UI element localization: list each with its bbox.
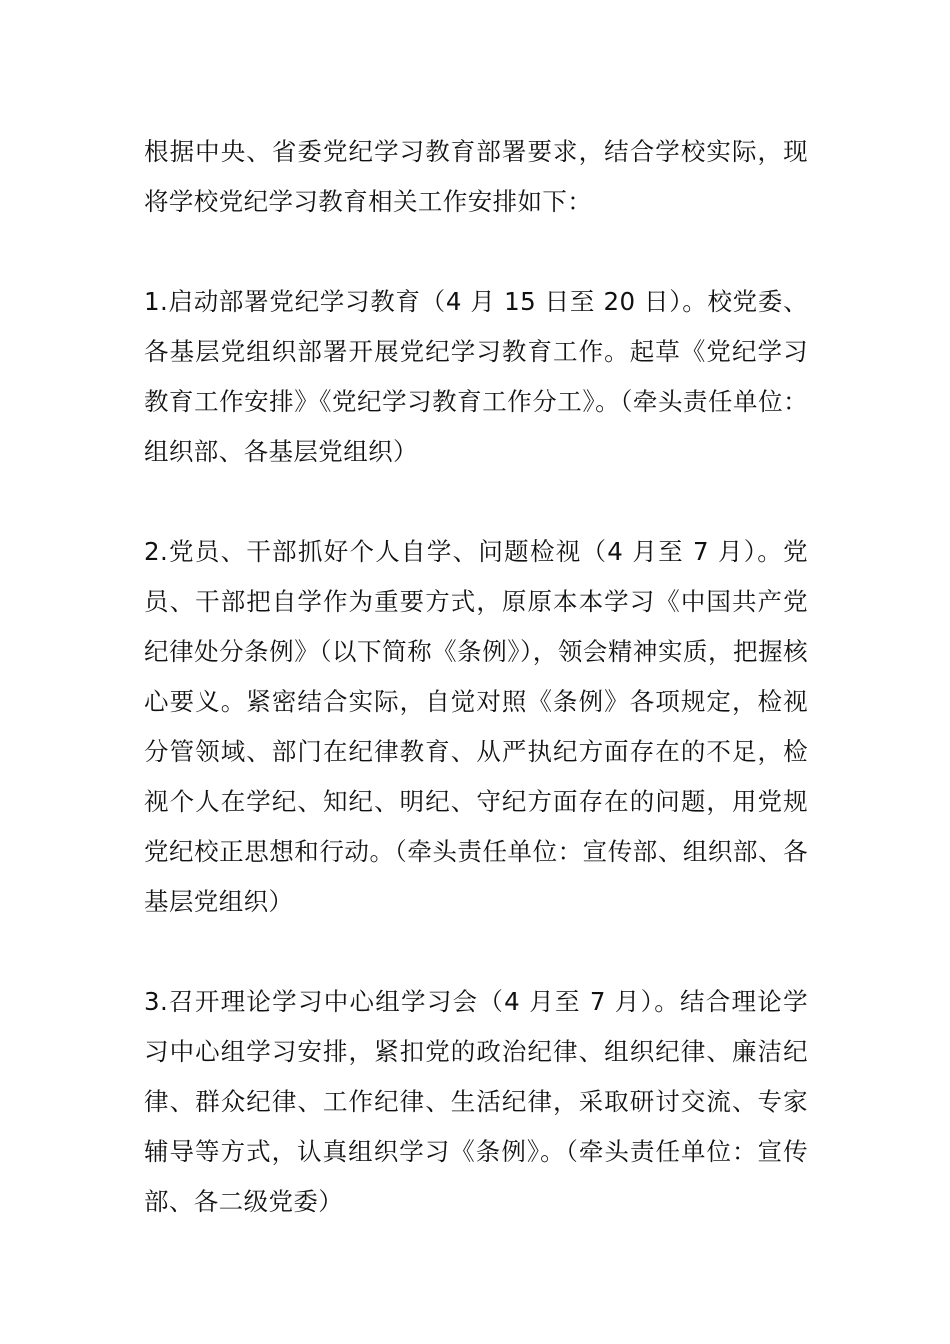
document-body [144,127,808,1277]
item-1-paragraph: 1.启动部署党纪学习教育（4 月 15 日至 20 日）。校党委、各基层党组织部署开展党纪学习教育工作。起草《党纪学习教育工作安排》《党纪学习教育工作分工》。（牵头责任单位：组织部、各基层党组织） [144,287,808,466]
item-2-paragraph: 2.党员、干部抓好个人自学、问题检视（4 月至 7 月）。党员、干部把自学作为重要方式，原原本本学习《中国共产党纪律处分条例》（以下简称《条例》），领会精神实质，把握核心要义。紧密结合实际，自觉对照《条例》各项规定，检视分管领域、部门在纪律教育、从严执纪方面存在的不足，检视个人在学纪、知纪、明纪、守纪方面存在的问题，用党规党纪校正思想和行动。（牵头责任单位：宣传部、组织部、各基层党组织） [144,537,808,916]
intro-paragraph: 根据中央、省委党纪学习教育部署要求，结合学校实际，现将学校党纪学习教育相关工作安排如下： [144,137,808,216]
item-3-paragraph: 3.召开理论学习中心组学习会（4 月至 7 月）。结合理论学习中心组学习安排，紧扣党的政治纪律、组织纪律、廉洁纪律、群众纪律、工作纪律、生活纪律，采取研讨交流、专家辅导等方式，认真组织学习《条例》。（牵头责任单位：宣传部、各二级党委） [144,987,808,1216]
